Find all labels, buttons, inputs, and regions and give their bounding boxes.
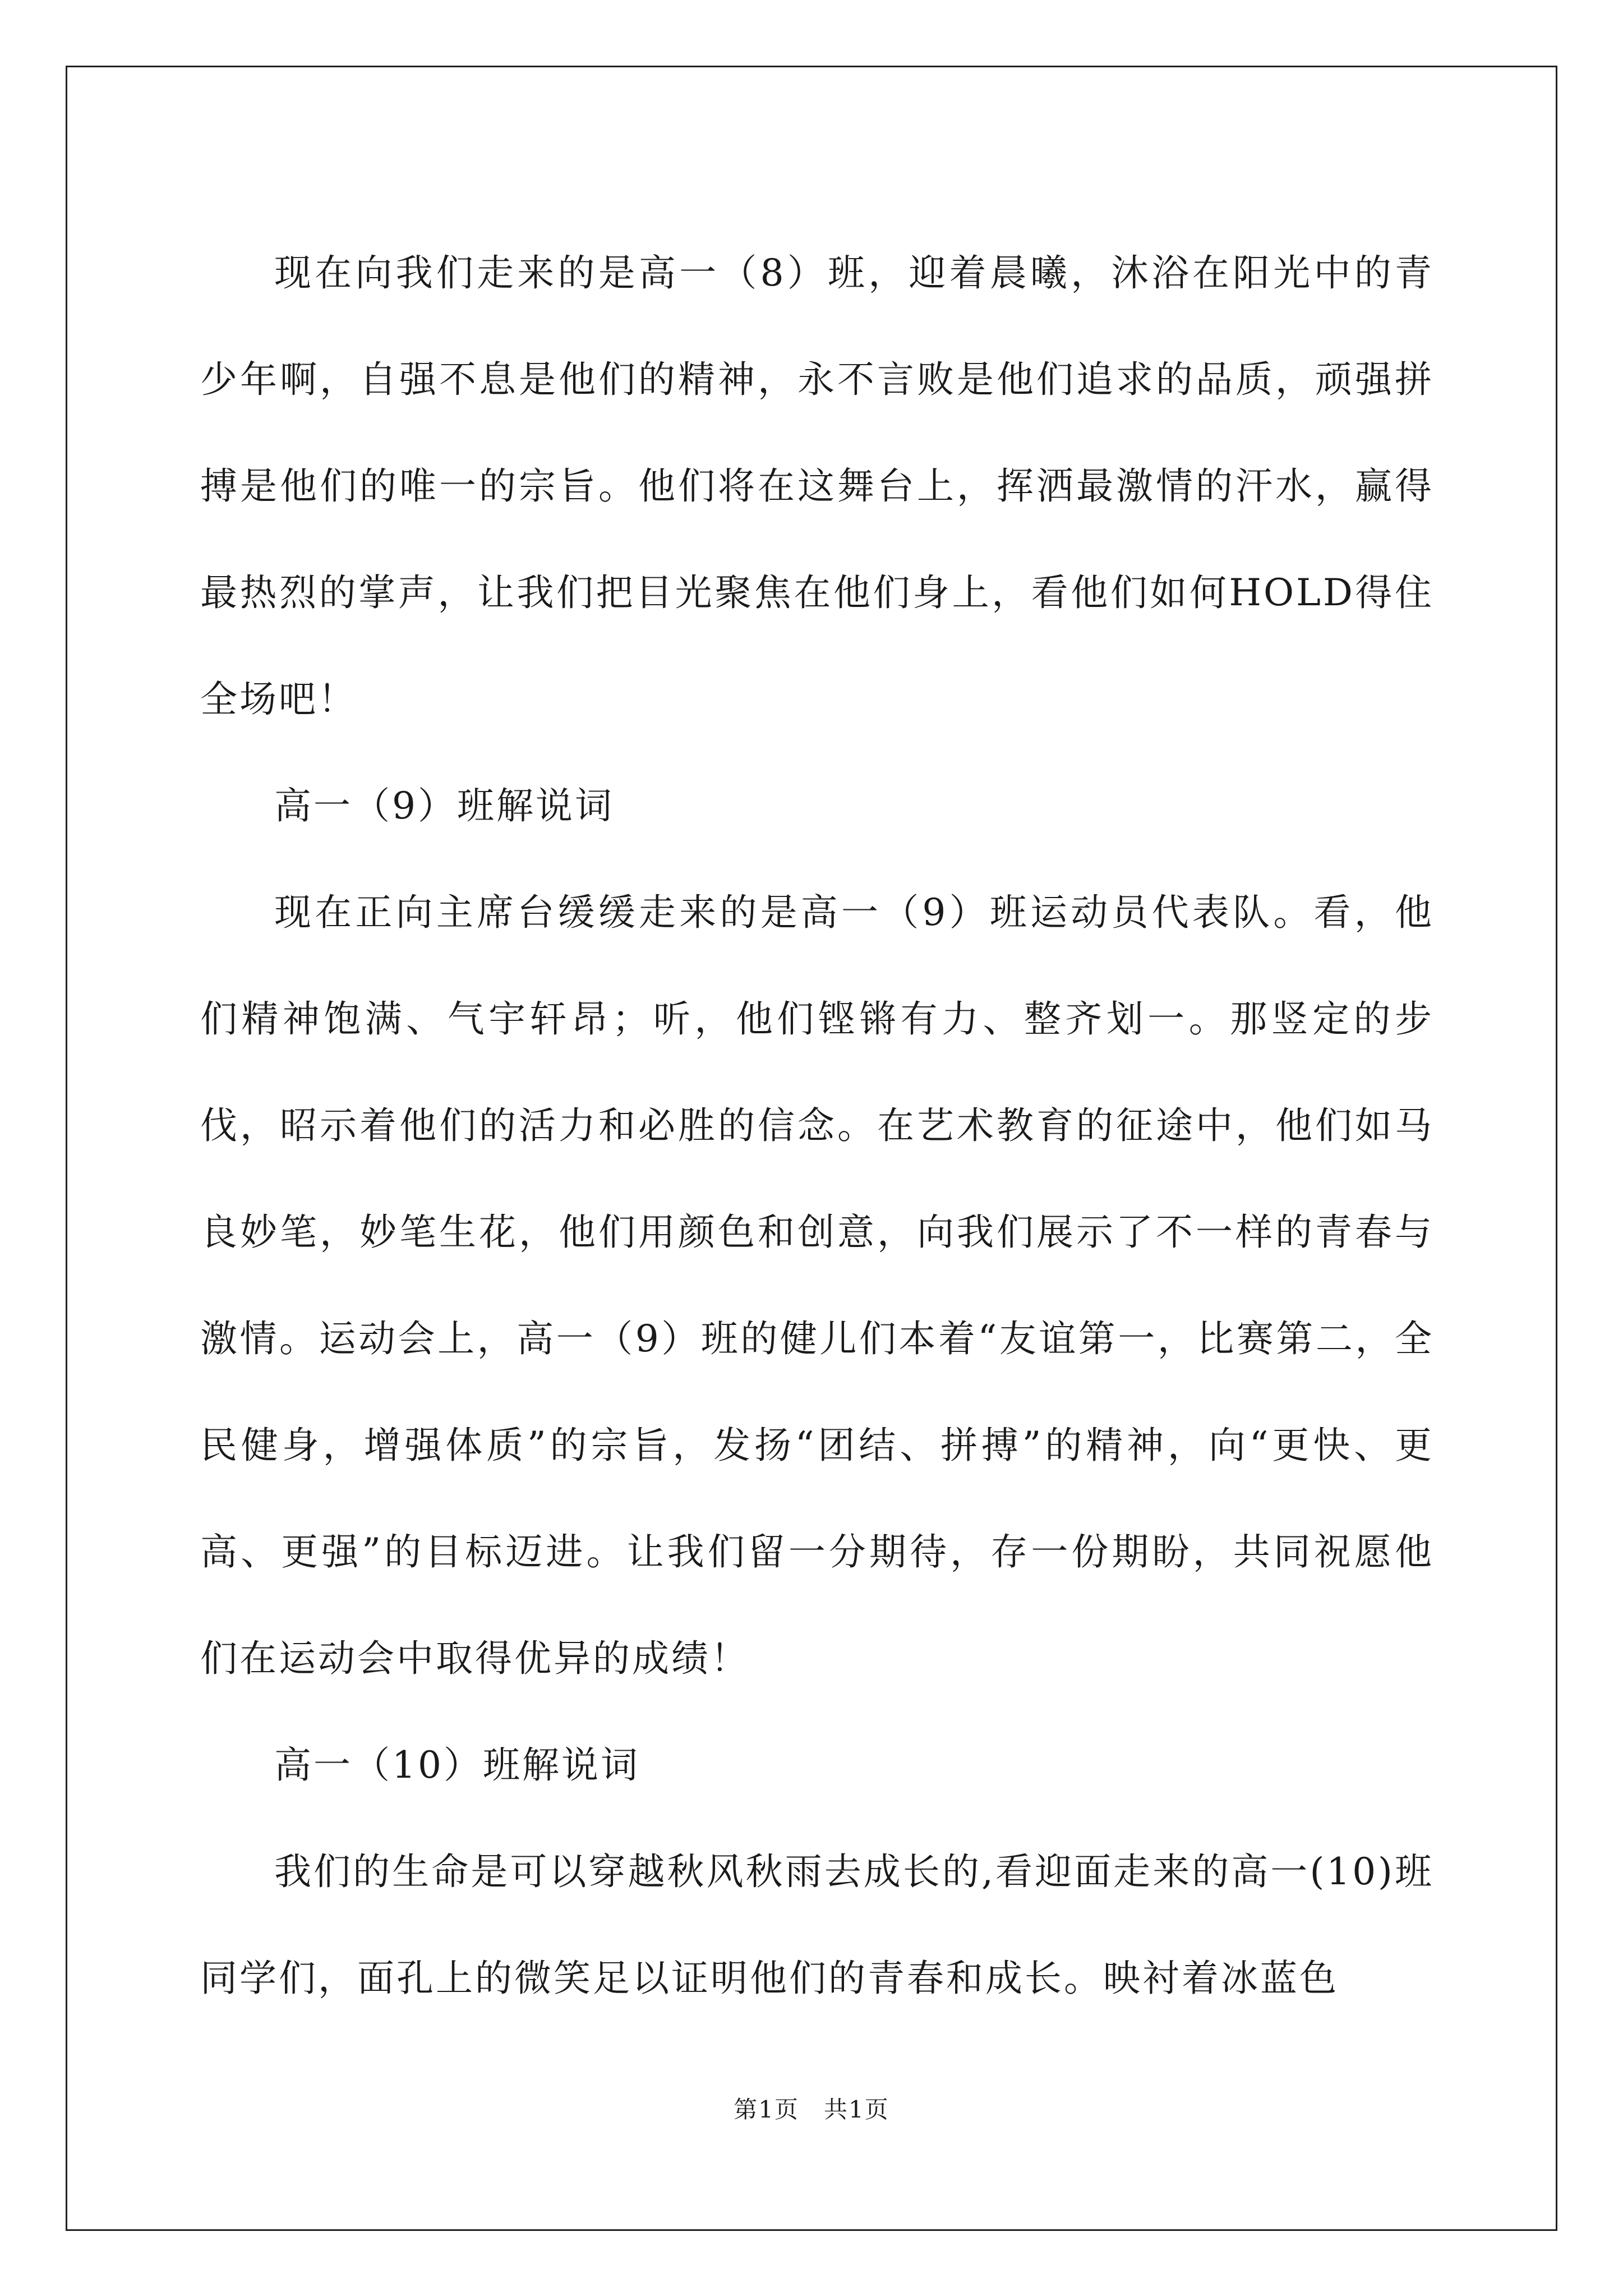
paragraph-class-8: 现在向我们走来的是高一（8）班，迎着晨曦，沐浴在阳光中的青少年啊，自强不息是他们的精神，永不言败是他们追求的品质，顽强拼搏是他们的唯一的宗旨。他们将在这舞台上，挥洒最激情的汗水，赢得最热烈的掌声，让我们把目光聚焦在他们身上，看他们如何HOLD得住全场吧！ [200,251,1434,721]
paragraph-class-9: 现在正向主席台缓缓走来的是高一（9）班运动员代表队。看，他们精神饱满、气宇轩昂；听，他们铿锵有力、整齐划一。那竖定的步伐，昭示着他们的活力和必胜的信念。在艺术教育的征途中，他们如马良妙笔，妙笔生花，他们用颜色和创意，向我们展示了不一样的青春与激情。运动会上，高一（9）班的健儿们本着“友谊第一，比赛第二，全民健身，增强体质”的宗旨，发扬“团结、拼搏”的精神，向“更快、更高、更强”的目标迈进。让我们留一分期待，存一份期盼，共同祝愿他们在运动会中取得优异的成绩！ [200,891,1434,1680]
heading-class-9: 高一（9）班解说词 [274,784,614,827]
document-body [200,220,1434,2032]
paragraph-class-10: 我们的生命是可以穿越秋风秋雨去成长的,看迎面走来的高一(10)班同学们，面孔上的微笑足以证明他们的青春和成长。映衬着冰蓝色 [200,1850,1434,2000]
heading-class-10: 高一（10）班解说词 [274,1743,640,1787]
page-footer: 第1页 共1页 [734,2096,889,2123]
